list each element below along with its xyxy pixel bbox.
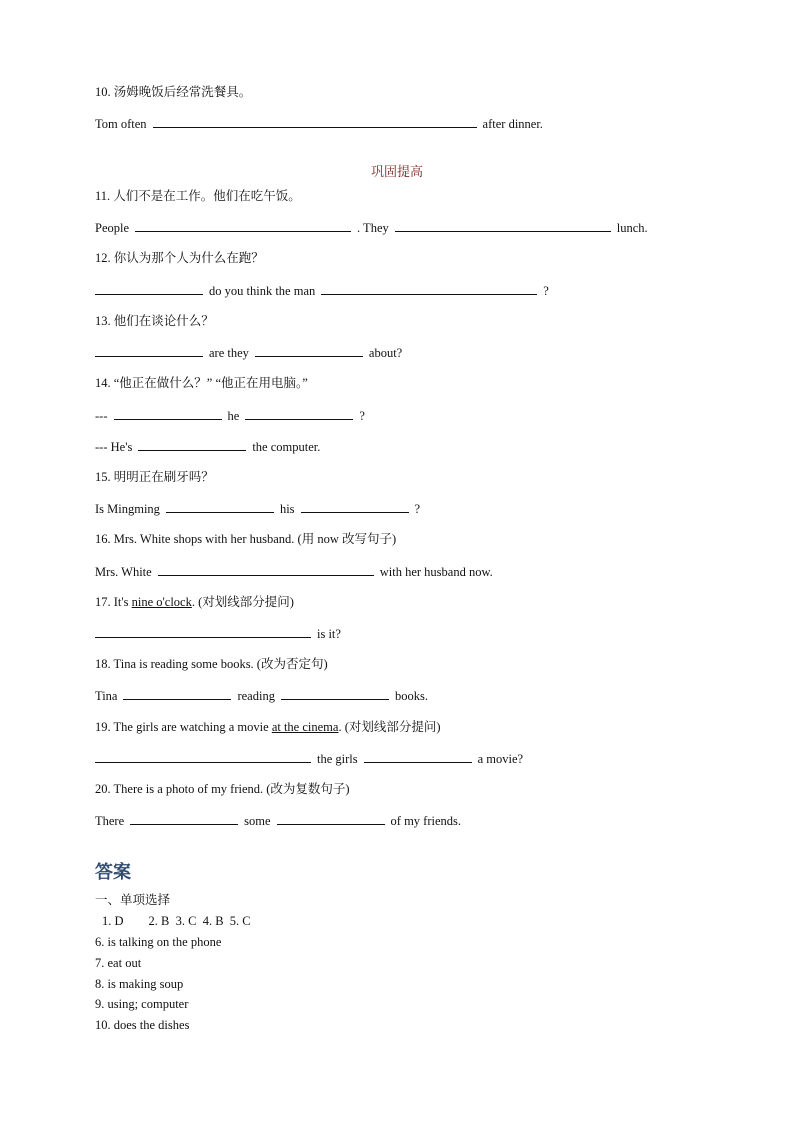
q13-text-b: about? <box>368 346 403 360</box>
q13-text-a: are they <box>209 346 249 360</box>
q14-text-c: ? <box>359 409 365 423</box>
q17-underlined-part: nine o'clock <box>131 595 192 609</box>
question-17-prompt <box>95 594 294 610</box>
q20-text-a: There <box>95 814 125 828</box>
q10-blank-1[interactable] <box>153 115 477 128</box>
question-17-answer-line <box>95 625 341 642</box>
question-18-answer-line <box>95 687 428 704</box>
q20-blank-2[interactable] <box>277 812 385 825</box>
answer-line-10: 10. does the dishes <box>95 1018 190 1032</box>
answers-section-1-title: 一、单项选择 <box>95 893 171 907</box>
question-15-prompt: 15. 明明正在刷牙吗？ <box>95 470 214 484</box>
question-20-prompt: 20. There is a photo of my friend. (改为复数句子) <box>95 782 350 796</box>
question-14-answer-line-1 <box>95 407 365 424</box>
q18-text-c: books. <box>394 689 428 703</box>
answer-line-1-5: 1. D 2. B 3. C 4. B 5. C <box>102 914 251 928</box>
q18-blank-2[interactable] <box>281 687 389 700</box>
q18-text-a: Tina <box>95 689 118 703</box>
q17-prompt-pre: 17. It's <box>95 595 129 609</box>
q19-blank-2[interactable] <box>364 750 472 763</box>
question-11-prompt: 11. 人们不是在工作。他们在吃午饭。 <box>95 189 301 203</box>
q14-blank-1[interactable] <box>114 407 222 420</box>
q19-prompt-pre: 19. The girls are watching a movie <box>95 720 269 734</box>
q15-text-b: his <box>279 502 295 516</box>
q14-text-b: he <box>227 409 240 423</box>
question-14-prompt: 14. “他正在做什么？” “他正在用电脑。” <box>95 376 308 390</box>
q11-blank-1[interactable] <box>135 219 351 232</box>
answer-line-9: 9. using; computer <box>95 997 189 1011</box>
question-18-prompt: 18. Tina is reading some books. (改为否定句) <box>95 657 328 671</box>
q14-text-d: --- He's <box>95 440 133 454</box>
q19-text-a: the girls <box>317 752 358 766</box>
q14-blank-3[interactable] <box>138 438 246 451</box>
question-13-answer-line <box>95 344 402 361</box>
q13-blank-1[interactable] <box>95 344 203 357</box>
question-12-answer-line <box>95 282 549 299</box>
answers-heading: 答案 <box>95 862 131 883</box>
question-20-answer-line <box>95 812 461 829</box>
question-13-prompt: 13. 他们在谈论什么？ <box>95 314 214 328</box>
q20-text-c: of my friends. <box>390 814 462 828</box>
question-10-answer-line <box>95 115 543 132</box>
question-19-answer-line <box>95 750 523 767</box>
q17-prompt-post: . (对划线部分提问) <box>191 595 294 609</box>
q19-prompt-post: . (对划线部分提问) <box>338 720 441 734</box>
q11-text-b: . They <box>357 221 389 235</box>
q19-underlined-part: at the cinema <box>271 720 339 734</box>
answer-line-8: 8. is making soup <box>95 977 184 991</box>
q11-blank-2[interactable] <box>395 219 611 232</box>
q20-text-b: some <box>244 814 271 828</box>
q13-blank-2[interactable] <box>255 344 363 357</box>
q16-text-b: with her husband now. <box>379 565 493 579</box>
q16-text-a: Mrs. White <box>95 565 152 579</box>
question-19-prompt <box>95 719 441 735</box>
q16-blank-1[interactable] <box>158 563 374 576</box>
q19-text-b: a movie? <box>477 752 524 766</box>
question-15-answer-line <box>95 500 420 517</box>
q14-text-e: the computer. <box>252 440 321 454</box>
question-14-answer-line-2 <box>95 438 320 455</box>
q10-text-b: after dinner. <box>482 117 543 131</box>
q10-text-a: Tom often <box>95 117 147 131</box>
q17-blank-1[interactable] <box>95 625 311 638</box>
question-16-answer-line <box>95 563 493 580</box>
q11-text-c: lunch. <box>616 221 648 235</box>
question-11-answer-line <box>95 219 648 236</box>
q14-text-a: --- <box>95 409 108 423</box>
q18-blank-1[interactable] <box>123 687 231 700</box>
q11-text-a: People <box>95 221 130 235</box>
q17-text-a: is it? <box>317 627 341 641</box>
answer-line-6: 6. is talking on the phone <box>95 935 222 949</box>
answer-line-7: 7. eat out <box>95 956 142 970</box>
q15-text-c: ? <box>414 502 421 516</box>
q15-text-a: Is Mingming <box>95 502 160 516</box>
question-12-prompt: 12. 你认为那个人为什么在跑？ <box>95 251 264 265</box>
section-title-consolidate: 巩固提高 <box>370 164 423 179</box>
q12-blank-1[interactable] <box>95 282 203 295</box>
q18-text-b: reading <box>237 689 275 703</box>
q12-text-b: ? <box>543 284 549 298</box>
q12-blank-2[interactable] <box>321 282 537 295</box>
q12-text-a: do you think the man <box>209 284 316 298</box>
q14-blank-2[interactable] <box>245 407 353 420</box>
question-10-prompt: 10. 汤姆晚饭后经常洗餐具。 <box>95 85 252 99</box>
q15-blank-2[interactable] <box>301 500 409 513</box>
q15-blank-1[interactable] <box>166 500 274 513</box>
q19-blank-1[interactable] <box>95 750 311 763</box>
question-16-prompt: 16. Mrs. White shops with her husband. (用 now 改写句子) <box>95 532 397 546</box>
q20-blank-1[interactable] <box>130 812 238 825</box>
